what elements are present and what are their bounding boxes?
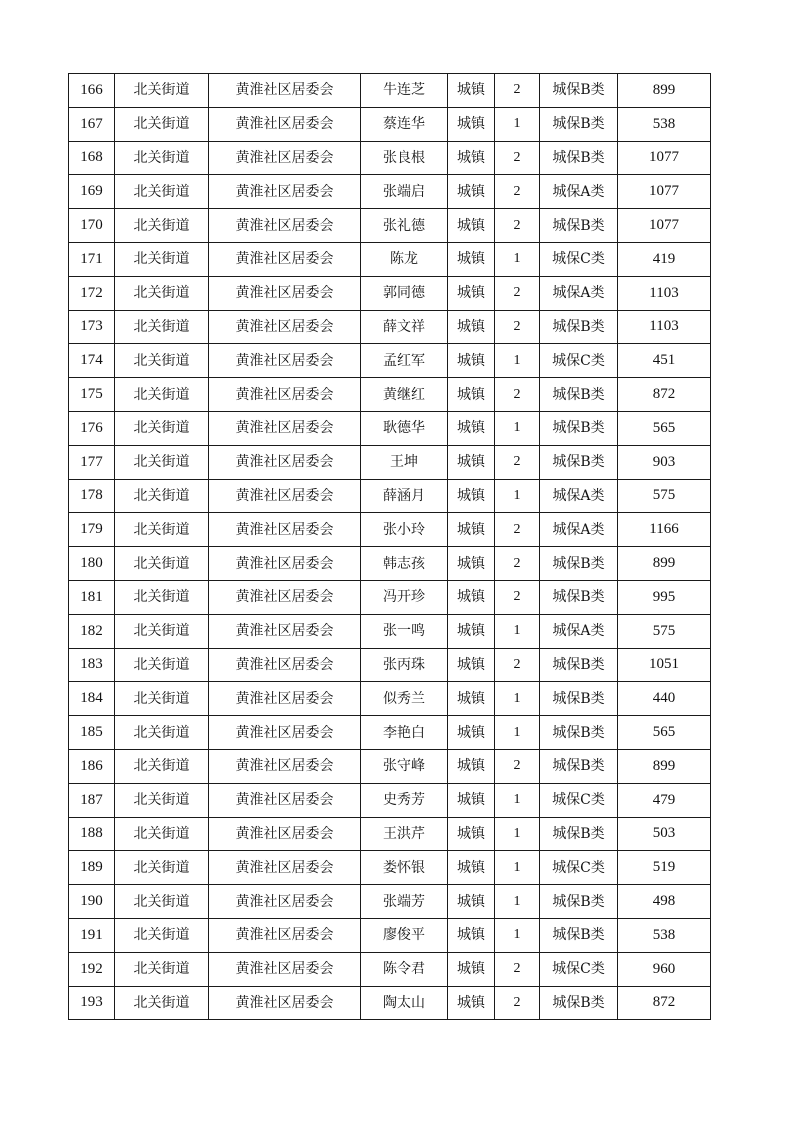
person-count-cell: 2 [495,986,540,1020]
monthly-amount-cell: 899 [618,749,711,783]
insurance-category-cell: 城保C类 [540,952,618,986]
subdistrict-cell: 北关街道 [115,479,209,513]
household-type-cell: 城镇 [448,547,495,581]
household-type-cell: 城镇 [448,682,495,716]
row-number-cell: 170 [69,209,115,243]
row-number-cell: 176 [69,411,115,445]
person-name-cell: 蔡连华 [361,107,448,141]
person-count-cell: 1 [495,344,540,378]
person-count-cell: 1 [495,107,540,141]
insurance-category-cell: 城保B类 [540,141,618,175]
monthly-amount-cell: 1166 [618,513,711,547]
row-number-cell: 169 [69,175,115,209]
insurance-category-cell: 城保C类 [540,851,618,885]
monthly-amount-cell: 575 [618,479,711,513]
person-count-cell: 2 [495,175,540,209]
person-name-cell: 张良根 [361,141,448,175]
table-row [69,74,711,108]
person-name-cell: 张一鸣 [361,614,448,648]
table-row [69,276,711,310]
household-type-cell: 城镇 [448,918,495,952]
subdistrict-cell: 北关街道 [115,986,209,1020]
person-name-cell: 黄继红 [361,378,448,412]
table-row [69,344,711,378]
row-number-cell: 188 [69,817,115,851]
community-cell: 黄淮社区居委会 [209,885,361,919]
community-cell: 黄淮社区居委会 [209,986,361,1020]
subdistrict-cell: 北关街道 [115,310,209,344]
row-number-cell: 168 [69,141,115,175]
person-count-cell: 2 [495,276,540,310]
community-cell: 黄淮社区居委会 [209,344,361,378]
subdistrict-cell: 北关街道 [115,141,209,175]
community-cell: 黄淮社区居委会 [209,445,361,479]
community-cell: 黄淮社区居委会 [209,580,361,614]
row-number-cell: 180 [69,547,115,581]
household-type-cell: 城镇 [448,614,495,648]
monthly-amount-cell: 1103 [618,310,711,344]
table-row [69,513,711,547]
table-row [69,580,711,614]
monthly-amount-cell: 419 [618,242,711,276]
household-type-cell: 城镇 [448,783,495,817]
table-row [69,952,711,986]
insurance-category-cell: 城保A类 [540,276,618,310]
table-row [69,107,711,141]
subdistrict-cell: 北关街道 [115,513,209,547]
monthly-amount-cell: 960 [618,952,711,986]
roster-table [68,73,711,1020]
insurance-category-cell: 城保B类 [540,445,618,479]
table-row [69,209,711,243]
subdistrict-cell: 北关街道 [115,851,209,885]
community-cell: 黄淮社区居委会 [209,107,361,141]
person-name-cell: 李艳白 [361,716,448,750]
household-type-cell: 城镇 [448,445,495,479]
monthly-amount-cell: 872 [618,986,711,1020]
community-cell: 黄淮社区居委会 [209,952,361,986]
insurance-category-cell: 城保B类 [540,749,618,783]
community-cell: 黄淮社区居委会 [209,817,361,851]
person-count-cell: 2 [495,378,540,412]
person-name-cell: 陈龙 [361,242,448,276]
row-number-cell: 167 [69,107,115,141]
household-type-cell: 城镇 [448,276,495,310]
insurance-category-cell: 城保C类 [540,242,618,276]
household-type-cell: 城镇 [448,411,495,445]
insurance-category-cell: 城保A类 [540,479,618,513]
row-number-cell: 186 [69,749,115,783]
row-number-cell: 189 [69,851,115,885]
row-number-cell: 177 [69,445,115,479]
person-count-cell: 2 [495,445,540,479]
community-cell: 黄淮社区居委会 [209,682,361,716]
person-count-cell: 1 [495,783,540,817]
subdistrict-cell: 北关街道 [115,344,209,378]
monthly-amount-cell: 440 [618,682,711,716]
monthly-amount-cell: 1077 [618,209,711,243]
person-count-cell: 1 [495,918,540,952]
table-row [69,817,711,851]
table-row [69,175,711,209]
subdistrict-cell: 北关街道 [115,682,209,716]
subdistrict-cell: 北关街道 [115,885,209,919]
row-number-cell: 184 [69,682,115,716]
monthly-amount-cell: 479 [618,783,711,817]
subdistrict-cell: 北关街道 [115,952,209,986]
person-count-cell: 2 [495,580,540,614]
monthly-amount-cell: 565 [618,411,711,445]
insurance-category-cell: 城保B类 [540,817,618,851]
row-number-cell: 182 [69,614,115,648]
person-count-cell: 1 [495,479,540,513]
person-count-cell: 2 [495,141,540,175]
subdistrict-cell: 北关街道 [115,749,209,783]
community-cell: 黄淮社区居委会 [209,175,361,209]
subdistrict-cell: 北关街道 [115,411,209,445]
person-name-cell: 廖俊平 [361,918,448,952]
monthly-amount-cell: 565 [618,716,711,750]
household-type-cell: 城镇 [448,479,495,513]
row-number-cell: 166 [69,74,115,108]
community-cell: 黄淮社区居委会 [209,209,361,243]
insurance-category-cell: 城保B类 [540,107,618,141]
household-type-cell: 城镇 [448,175,495,209]
subdistrict-cell: 北关街道 [115,107,209,141]
monthly-amount-cell: 538 [618,107,711,141]
row-number-cell: 192 [69,952,115,986]
person-count-cell: 1 [495,851,540,885]
monthly-amount-cell: 899 [618,547,711,581]
person-count-cell: 1 [495,411,540,445]
person-count-cell: 2 [495,209,540,243]
community-cell: 黄淮社区居委会 [209,479,361,513]
subdistrict-cell: 北关街道 [115,445,209,479]
row-number-cell: 190 [69,885,115,919]
household-type-cell: 城镇 [448,209,495,243]
person-count-cell: 1 [495,614,540,648]
table-row [69,918,711,952]
community-cell: 黄淮社区居委会 [209,614,361,648]
person-name-cell: 郭同德 [361,276,448,310]
household-type-cell: 城镇 [448,885,495,919]
table-row [69,749,711,783]
row-number-cell: 191 [69,918,115,952]
table-row [69,851,711,885]
monthly-amount-cell: 872 [618,378,711,412]
table-row [69,716,711,750]
table-row [69,445,711,479]
household-type-cell: 城镇 [448,513,495,547]
subdistrict-cell: 北关街道 [115,580,209,614]
monthly-amount-cell: 519 [618,851,711,885]
household-type-cell: 城镇 [448,310,495,344]
household-type-cell: 城镇 [448,344,495,378]
insurance-category-cell: 城保A类 [540,513,618,547]
subdistrict-cell: 北关街道 [115,276,209,310]
insurance-category-cell: 城保B类 [540,310,618,344]
household-type-cell: 城镇 [448,580,495,614]
table-row [69,614,711,648]
subdistrict-cell: 北关街道 [115,74,209,108]
household-type-cell: 城镇 [448,952,495,986]
community-cell: 黄淮社区居委会 [209,141,361,175]
insurance-category-cell: 城保A类 [540,175,618,209]
monthly-amount-cell: 538 [618,918,711,952]
row-number-cell: 183 [69,648,115,682]
community-cell: 黄淮社区居委会 [209,716,361,750]
community-cell: 黄淮社区居委会 [209,411,361,445]
person-name-cell: 娄怀银 [361,851,448,885]
monthly-amount-cell: 1051 [618,648,711,682]
person-count-cell: 2 [495,74,540,108]
person-name-cell: 张守峰 [361,749,448,783]
household-type-cell: 城镇 [448,107,495,141]
person-name-cell: 薛文祥 [361,310,448,344]
community-cell: 黄淮社区居委会 [209,648,361,682]
person-count-cell: 1 [495,817,540,851]
monthly-amount-cell: 995 [618,580,711,614]
monthly-amount-cell: 899 [618,74,711,108]
row-number-cell: 172 [69,276,115,310]
household-type-cell: 城镇 [448,986,495,1020]
monthly-amount-cell: 498 [618,885,711,919]
person-count-cell: 2 [495,648,540,682]
household-type-cell: 城镇 [448,648,495,682]
person-name-cell: 张端启 [361,175,448,209]
table-row [69,310,711,344]
row-number-cell: 173 [69,310,115,344]
table-row [69,648,711,682]
monthly-amount-cell: 503 [618,817,711,851]
insurance-category-cell: 城保B类 [540,547,618,581]
roster-body [69,74,711,1020]
person-name-cell: 薛涵月 [361,479,448,513]
table-row [69,547,711,581]
community-cell: 黄淮社区居委会 [209,310,361,344]
person-name-cell: 韩志孩 [361,547,448,581]
person-count-cell: 2 [495,513,540,547]
table-row [69,242,711,276]
community-cell: 黄淮社区居委会 [209,378,361,412]
insurance-category-cell: 城保C类 [540,344,618,378]
table-row [69,411,711,445]
household-type-cell: 城镇 [448,74,495,108]
person-name-cell: 陈令君 [361,952,448,986]
community-cell: 黄淮社区居委会 [209,74,361,108]
monthly-amount-cell: 451 [618,344,711,378]
table-row [69,885,711,919]
community-cell: 黄淮社区居委会 [209,851,361,885]
community-cell: 黄淮社区居委会 [209,547,361,581]
household-type-cell: 城镇 [448,716,495,750]
person-count-cell: 2 [495,310,540,344]
person-name-cell: 陶太山 [361,986,448,1020]
table-row [69,783,711,817]
insurance-category-cell: 城保B类 [540,74,618,108]
person-name-cell: 牛连芝 [361,74,448,108]
person-count-cell: 1 [495,716,540,750]
subdistrict-cell: 北关街道 [115,175,209,209]
household-type-cell: 城镇 [448,817,495,851]
subdistrict-cell: 北关街道 [115,648,209,682]
person-name-cell: 张礼德 [361,209,448,243]
monthly-amount-cell: 1077 [618,175,711,209]
household-type-cell: 城镇 [448,749,495,783]
roster-sheet [68,73,710,1020]
community-cell: 黄淮社区居委会 [209,783,361,817]
subdistrict-cell: 北关街道 [115,817,209,851]
person-name-cell: 张端芳 [361,885,448,919]
community-cell: 黄淮社区居委会 [209,513,361,547]
person-name-cell: 史秀芳 [361,783,448,817]
insurance-category-cell: 城保B类 [540,580,618,614]
table-row [69,141,711,175]
community-cell: 黄淮社区居委会 [209,749,361,783]
subdistrict-cell: 北关街道 [115,378,209,412]
household-type-cell: 城镇 [448,242,495,276]
person-count-cell: 2 [495,749,540,783]
subdistrict-cell: 北关街道 [115,783,209,817]
row-number-cell: 179 [69,513,115,547]
person-name-cell: 耿德华 [361,411,448,445]
community-cell: 黄淮社区居委会 [209,242,361,276]
insurance-category-cell: 城保B类 [540,682,618,716]
person-count-cell: 2 [495,547,540,581]
person-count-cell: 1 [495,242,540,276]
insurance-category-cell: 城保B类 [540,918,618,952]
insurance-category-cell: 城保A类 [540,614,618,648]
person-name-cell: 王洪芹 [361,817,448,851]
person-name-cell: 王坤 [361,445,448,479]
person-count-cell: 1 [495,682,540,716]
row-number-cell: 181 [69,580,115,614]
insurance-category-cell: 城保B类 [540,885,618,919]
subdistrict-cell: 北关街道 [115,209,209,243]
monthly-amount-cell: 1103 [618,276,711,310]
table-row [69,378,711,412]
person-name-cell: 张丙珠 [361,648,448,682]
person-count-cell: 2 [495,952,540,986]
insurance-category-cell: 城保B类 [540,378,618,412]
insurance-category-cell: 城保B类 [540,648,618,682]
table-row [69,682,711,716]
subdistrict-cell: 北关街道 [115,716,209,750]
row-number-cell: 171 [69,242,115,276]
subdistrict-cell: 北关街道 [115,242,209,276]
monthly-amount-cell: 903 [618,445,711,479]
row-number-cell: 178 [69,479,115,513]
subdistrict-cell: 北关街道 [115,918,209,952]
household-type-cell: 城镇 [448,378,495,412]
row-number-cell: 174 [69,344,115,378]
table-row [69,479,711,513]
row-number-cell: 187 [69,783,115,817]
monthly-amount-cell: 575 [618,614,711,648]
row-number-cell: 193 [69,986,115,1020]
monthly-amount-cell: 1077 [618,141,711,175]
insurance-category-cell: 城保C类 [540,783,618,817]
insurance-category-cell: 城保B类 [540,986,618,1020]
person-name-cell: 似秀兰 [361,682,448,716]
subdistrict-cell: 北关街道 [115,614,209,648]
insurance-category-cell: 城保B类 [540,716,618,750]
person-name-cell: 孟红军 [361,344,448,378]
household-type-cell: 城镇 [448,851,495,885]
person-name-cell: 张小玲 [361,513,448,547]
insurance-category-cell: 城保B类 [540,411,618,445]
community-cell: 黄淮社区居委会 [209,918,361,952]
community-cell: 黄淮社区居委会 [209,276,361,310]
person-name-cell: 冯开珍 [361,580,448,614]
table-row [69,986,711,1020]
insurance-category-cell: 城保B类 [540,209,618,243]
household-type-cell: 城镇 [448,141,495,175]
row-number-cell: 185 [69,716,115,750]
person-count-cell: 1 [495,885,540,919]
row-number-cell: 175 [69,378,115,412]
subdistrict-cell: 北关街道 [115,547,209,581]
